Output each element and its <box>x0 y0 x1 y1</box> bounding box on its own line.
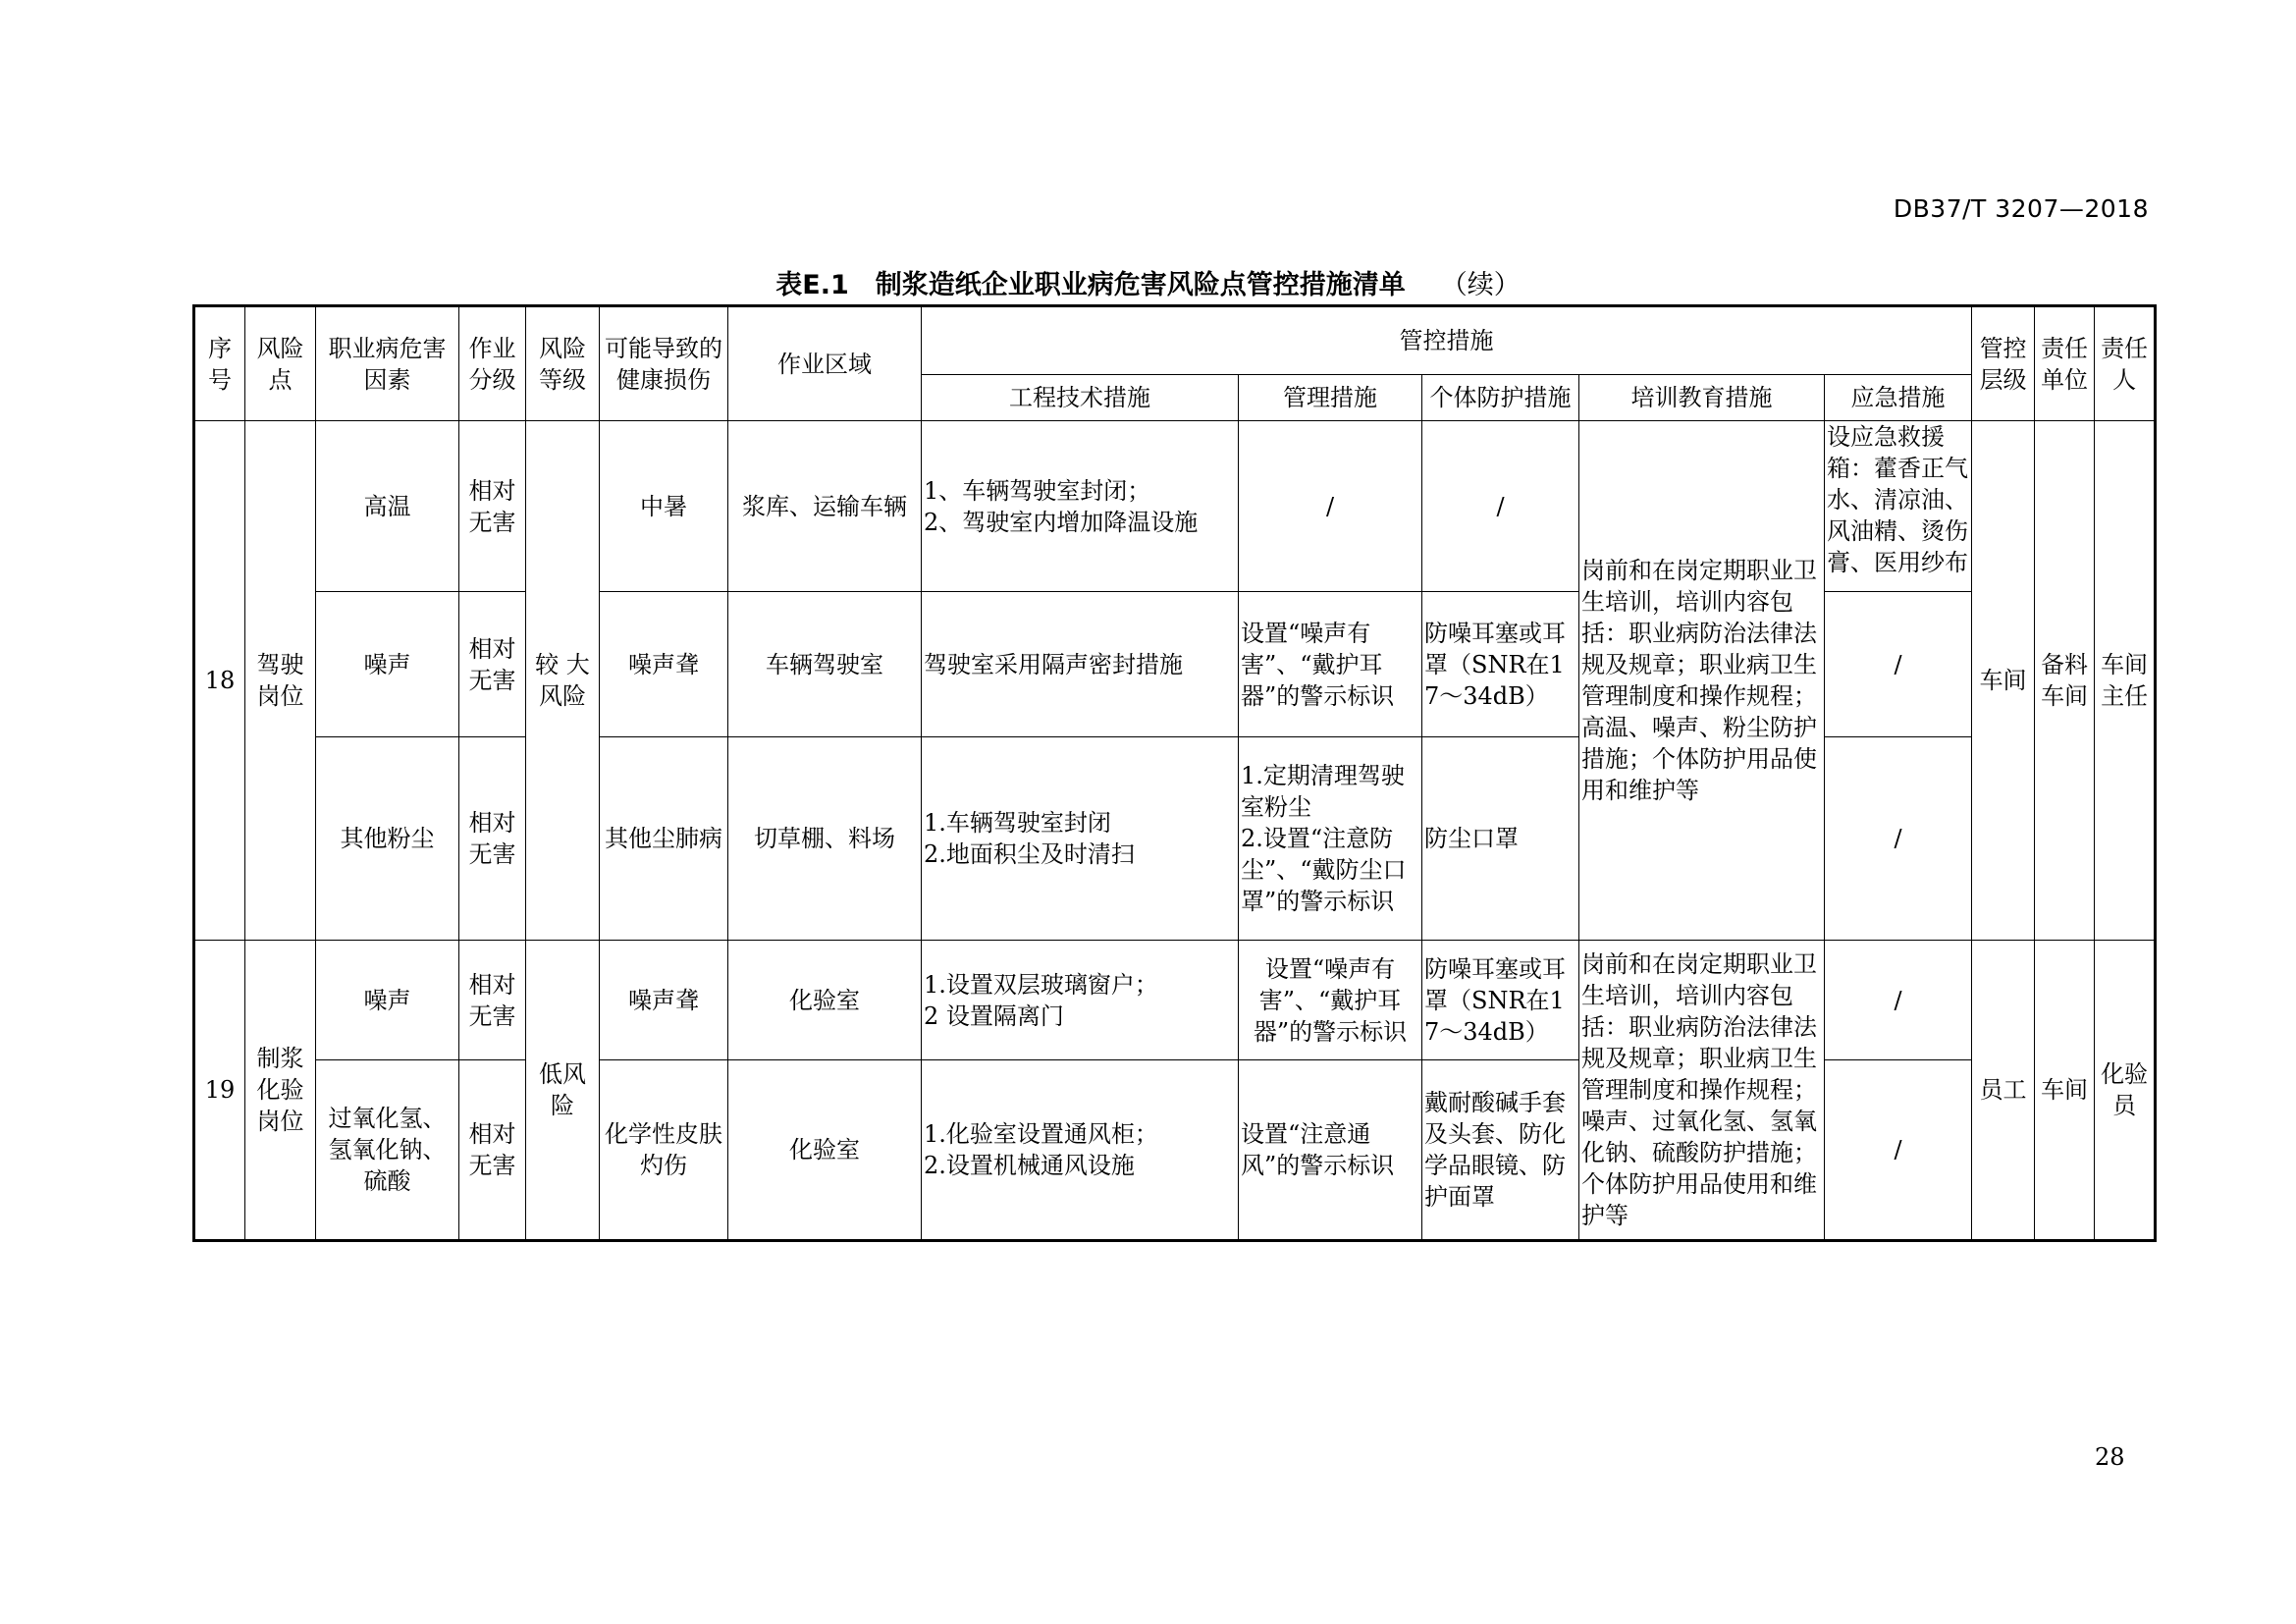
area-cell: 浆库、运输车辆 <box>728 421 922 592</box>
ppe-measure-cell: 防尘口罩 <box>1422 737 1579 941</box>
mgmt-measure-cell: 1.定期清理驾驶室粉尘 2.设置“注意防尘”、“戴防尘口罩”的警示标识 <box>1239 737 1422 941</box>
col-header-class: 作业分级 <box>459 306 526 421</box>
col-header-mgmt: 管理措施 <box>1239 375 1422 421</box>
col-header-level: 风险等级 <box>526 306 600 421</box>
col-header-ctrl-level: 管控层级 <box>1972 306 2035 421</box>
col-header-ppe: 个体防护措施 <box>1422 375 1579 421</box>
emergency-measure-cell: 设应急救援箱：藿香正气水、清凉油、风油精、烫伤膏、医用纱布 <box>1825 421 1972 592</box>
col-header-train: 培训教育措施 <box>1579 375 1825 421</box>
training-measure-cell: 岗前和在岗定期职业卫生培训，培训内容包括：职业病防治法律法规及规章；职业病卫生管理制度和操作规程；噪声、过氧化氢、氢氧化钠、硫酸防护措施；个体防护用品使用和维护等 <box>1579 941 1825 1241</box>
ppe-measure-cell: 戴耐酸碱手套及头套、防化学品眼镜、防护面罩 <box>1422 1060 1579 1241</box>
risk-level: 低风险 <box>526 941 600 1241</box>
eng-measure-cell: 1、车辆驾驶室封闭； 2、驾驶室内增加降温设施 <box>922 421 1239 592</box>
emergency-measure-cell: / <box>1825 737 1972 941</box>
row-no: 19 <box>194 941 245 1241</box>
mgmt-measure-cell: 设置“注意通风”的警示标识 <box>1239 1060 1422 1241</box>
training-measure-cell: 岗前和在岗定期职业卫生培训，培训内容包括：职业病防治法律法规及规章；职业病卫生管理制度和操作规程；高温、噪声、粉尘防护措施；个体防护用品使用和维护等 <box>1579 421 1825 941</box>
class-cell: 相对无害 <box>459 421 526 592</box>
risk-control-table <box>192 304 2157 1242</box>
area-cell: 切草棚、料场 <box>728 737 922 941</box>
table-title-continued: （续） <box>1440 270 1521 300</box>
class-cell: 相对无害 <box>459 941 526 1060</box>
responsible-person-cell: 车间主任 <box>2095 421 2156 941</box>
class-cell: 相对无害 <box>459 592 526 737</box>
hazard-cell: 其他粉尘 <box>316 737 459 941</box>
mgmt-measure-cell: / <box>1239 421 1422 592</box>
mgmt-measure-cell: 设置“噪声有害”、“戴护耳器”的警示标识 <box>1239 592 1422 737</box>
area-cell: 化验室 <box>728 1060 922 1241</box>
col-header-person: 责任人 <box>2095 306 2156 421</box>
risk-point: 制浆化验岗位 <box>245 941 316 1241</box>
col-header-emerg: 应急措施 <box>1825 375 1972 421</box>
responsible-unit-cell: 车间 <box>2035 941 2095 1241</box>
ppe-measure-cell: / <box>1422 421 1579 592</box>
eng-measure-cell: 1.化验室设置通风柜； 2.设置机械通风设施 <box>922 1060 1239 1241</box>
hazard-cell: 过氧化氢、氢氧化钠、硫酸 <box>316 1060 459 1241</box>
table-row <box>194 737 2156 941</box>
col-header-no: 序号 <box>194 306 245 421</box>
row-no: 18 <box>194 421 245 941</box>
damage-cell: 噪声聋 <box>600 941 728 1060</box>
eng-measure-cell: 1.设置双层玻璃窗户； 2 设置隔离门 <box>922 941 1239 1060</box>
col-header-area: 作业区域 <box>728 306 922 421</box>
area-cell: 车辆驾驶室 <box>728 592 922 737</box>
damage-cell: 噪声聋 <box>600 592 728 737</box>
eng-measure-cell: 1.车辆驾驶室封闭 2.地面积尘及时清扫 <box>922 737 1239 941</box>
responsible-person-cell: 化验员 <box>2095 941 2156 1241</box>
col-header-point: 风险点 <box>245 306 316 421</box>
ppe-measure-cell: 防噪耳塞或耳罩（SNR在17～34dB） <box>1422 592 1579 737</box>
col-header-damage: 可能导致的健康损伤 <box>600 306 728 421</box>
table-row <box>194 421 2156 592</box>
responsible-unit-cell: 备料车间 <box>2035 421 2095 941</box>
damage-cell: 中暑 <box>600 421 728 592</box>
col-header-unit: 责任单位 <box>2035 306 2095 421</box>
table-title <box>0 263 2296 301</box>
class-cell: 相对无害 <box>459 1060 526 1241</box>
table-title-main: 表E.1 制浆造纸企业职业病危害风险点管控措施清单 <box>775 270 1406 300</box>
ppe-measure-cell: 防噪耳塞或耳罩（SNR在17～34dB） <box>1422 941 1579 1060</box>
hazard-cell: 高温 <box>316 421 459 592</box>
mgmt-measure-cell: 设置“噪声有害”、“戴护耳器”的警示标识 <box>1239 941 1422 1060</box>
document-code: DB37/T 3207—2018 <box>1893 194 2149 223</box>
table-row <box>194 592 2156 737</box>
emergency-measure-cell: / <box>1825 1060 1972 1241</box>
damage-cell: 其他尘肺病 <box>600 737 728 941</box>
eng-measure-cell: 驾驶室采用隔声密封措施 <box>922 592 1239 737</box>
hazard-cell: 噪声 <box>316 941 459 1060</box>
table-row <box>194 941 2156 1060</box>
header-row-1 <box>194 306 2156 375</box>
page-number: 28 <box>2095 1443 2125 1471</box>
control-level-cell: 车间 <box>1972 421 2035 941</box>
hazard-cell: 噪声 <box>316 592 459 737</box>
area-cell: 化验室 <box>728 941 922 1060</box>
risk-level: 较 大风险 <box>526 421 600 941</box>
damage-cell: 化学性皮肤灼伤 <box>600 1060 728 1241</box>
risk-point: 驾驶岗位 <box>245 421 316 941</box>
table-row <box>194 1060 2156 1241</box>
emergency-measure-cell: / <box>1825 592 1972 737</box>
emergency-measure-cell: / <box>1825 941 1972 1060</box>
col-header-measures: 管控措施 <box>922 306 1972 375</box>
col-header-hazard: 职业病危害因素 <box>316 306 459 421</box>
class-cell: 相对无害 <box>459 737 526 941</box>
col-header-eng: 工程技术措施 <box>922 375 1239 421</box>
control-level-cell: 员工 <box>1972 941 2035 1241</box>
